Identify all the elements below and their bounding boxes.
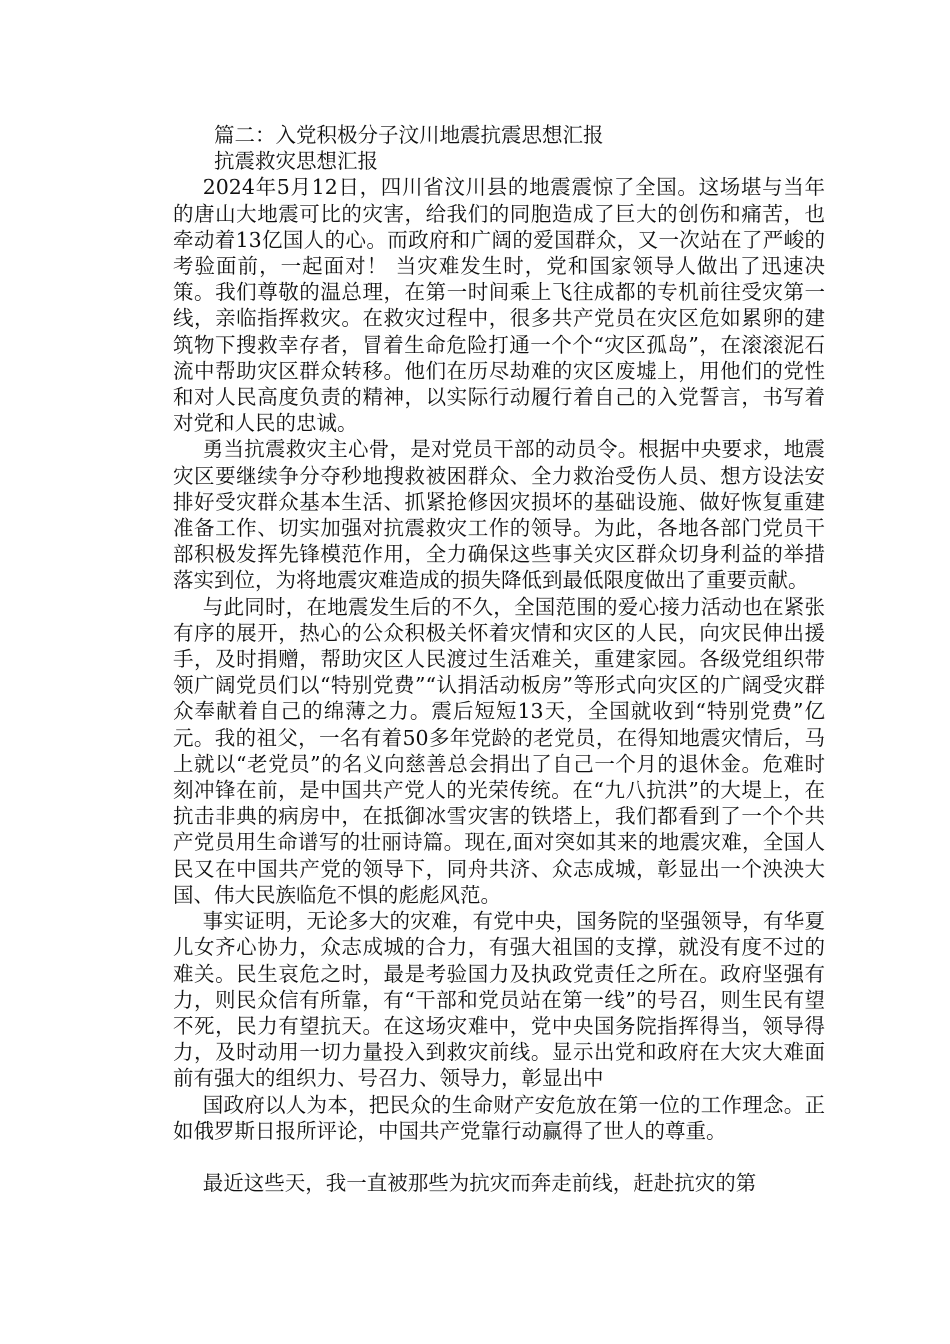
paragraph: 勇当抗震救灾主心骨，是对党员干部的动员令。根据中央要求，地震灾区要继续争分夺秒地搜救被困群众、全力救治受伤人员、想方设法安排好受灾群众基本生活、抓紧抢修因灾损坏的基础设施、做好恢复重建准备工作、切实加强对抗震救灾工作的领导。为此，各地各部门党员干部积极发挥先锋模范作用，全力确保这些事关灾区群众切身利益的举措落实到位，为将地震灾难造成的损失降低到最低限度做出了重要贡献。: [173, 437, 825, 593]
paragraph: 国政府以人为本，把民众的生命财产安危放在第一位的工作理念。正如俄罗斯日报所评论，中国共产党靠行动赢得了世人的尊重。: [173, 1092, 825, 1143]
paragraph: 与此同时，在地震发生后的不久，全国范围的爱心接力活动也在紧张有序的展开，热心的公众积极关怀着灾情和灾区的人民，向灾民伸出援手，及时捐赠，帮助灾区人民渡过生活难关，重建家园。各级党组织带领广阔党员们以“特别党费”“认捐活动板房”等形式向灾区的广阔受灾群众奉献着自己的绵薄之力。震后短短13天，全国就收到“特别党费”亿元。我的祖父，一名有着50多年党龄的老党员，在得知地震灾情后，马上就以“老党员”的名义向慈善总会捐出了自己一个月的退休金。危难时刻冲锋在前，是中国共产党人的光荣传统。在“九八抗洪”的大堤上，在抗击非典的病房中，在抵御冰雪灾害的铁塔上，我们都看到了一个个共产党员用生命谱写的壮丽诗篇。现在,面对突如其来的地震灾难，全国人民又在中国共产党的领导下，同舟共济、众志成城，彰显出一个泱泱大国、伟大民族临危不惧的彪彪风范。: [173, 594, 825, 907]
document-body: [173, 122, 825, 1196]
paragraph-spacer: [173, 1144, 825, 1170]
paragraph: 2024年5月12日，四川省汶川县的地震震惊了全国。这场堪与当年的唐山大地震可比的灾害，给我们的同胞造成了巨大的创伤和痛苦，也牵动着13亿国人的心。而政府和广阔的爱国群众，又一次站在了严峻的考验面前，一起面对！ 当灾难发生时，党和国家领导人做出了迅速决策。我们尊敬的温总理，在第一时间乘上飞往成都的专机前往受灾第一线，亲临指挥救灾。在救灾过程中，很多共产党员在灾区危如累卵的建筑物下搜救幸存者，冒着生命危险打通一个个“灾区孤岛”，在滚滚泥石流中帮助灾区群众转移。他们在历尽劫难的灾区废墟上，用他们的党性和对人民高度负责的精神，以实际行动履行着自己的入党誓言，书写着对党和人民的忠诚。: [173, 175, 825, 436]
document-heading: 篇二：入党积极分子汶川地震抗震思想汇报: [214, 123, 604, 147]
paragraph: 事实证明，无论多大的灾难，有党中央，国务院的坚强领导，有华夏儿女齐心协力，众志成城的合力，有强大祖国的支撑，就没有度不过的难关。民生哀危之时，最是考验国力及执政党责任之所在。政府坚强有力，则民众信有所靠，有“干部和党员站在第一线”的号召，则生民有望不死，民力有望抗天。在这场灾难中，党中央国务院指挥得当，领导得力，及时动用一切力量投入到救灾前线。显示出党和政府在大灾大难面前有强大的组织力、号召力、领导力，彰显出中: [173, 909, 825, 1091]
paragraph: 最近这些天，我一直被那些为抗灾而奔走前线，赶赴抗灾的第: [202, 1171, 757, 1196]
document-subheading: 抗震救灾思想汇报: [214, 149, 378, 174]
